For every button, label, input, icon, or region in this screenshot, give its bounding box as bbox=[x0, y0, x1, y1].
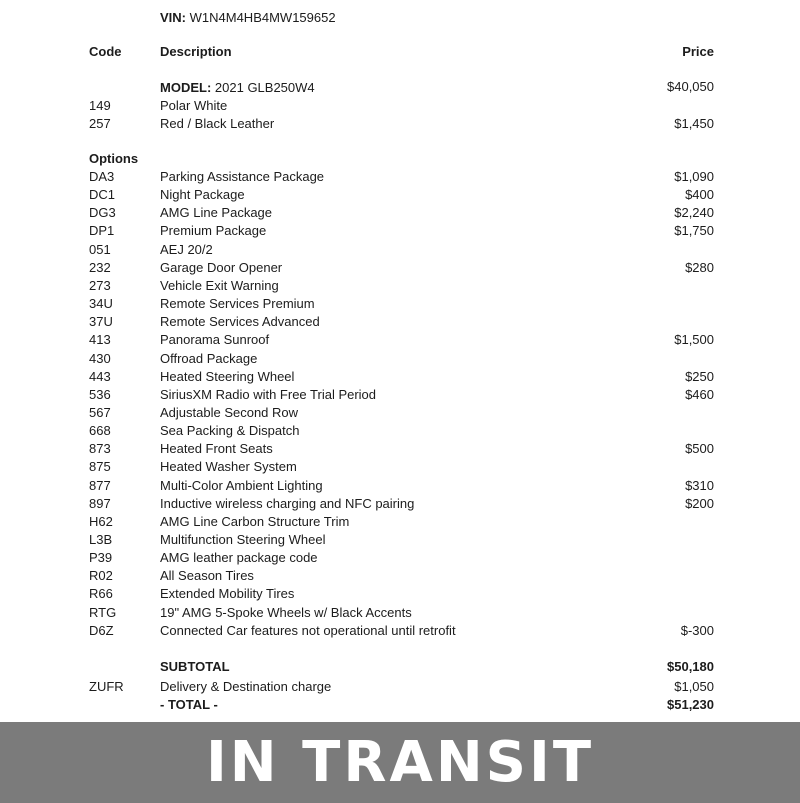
line-item-description: All Season Tires bbox=[160, 568, 254, 584]
line-item-code: 37U bbox=[89, 314, 113, 330]
header-description: Description bbox=[160, 44, 232, 59]
vin-value: W1N4M4HB4MW159652 bbox=[189, 10, 336, 25]
line-item-description: AEJ 20/2 bbox=[160, 241, 213, 257]
line-item-price: $1,450 bbox=[674, 116, 714, 132]
subtotal-label: SUBTOTAL bbox=[160, 659, 230, 674]
line-item-code: DA3 bbox=[89, 169, 115, 184]
line-item-price: $500 bbox=[685, 441, 714, 457]
line-item-code: P39 bbox=[89, 550, 113, 566]
line-item-code: 273 bbox=[89, 277, 111, 293]
line-item-code: DG3 bbox=[89, 205, 116, 221]
subtotal-value: $50,180 bbox=[667, 659, 714, 674]
line-item-description: Night Package bbox=[160, 187, 245, 203]
line-item-code: 051 bbox=[89, 241, 111, 257]
line-item-description: Inductive wireless charging and NFC pairing bbox=[160, 495, 415, 511]
vin-line bbox=[160, 10, 336, 26]
model-line bbox=[160, 80, 315, 96]
line-item-price: $400 bbox=[685, 187, 714, 203]
line-item-price: $1,750 bbox=[674, 223, 714, 239]
line-item-price: $-300 bbox=[680, 622, 714, 638]
line-item-code: 668 bbox=[89, 423, 111, 439]
line-item-price: $310 bbox=[685, 477, 714, 493]
total-label: - TOTAL - bbox=[160, 697, 218, 712]
line-item-code: 897 bbox=[89, 495, 111, 511]
line-item-code: RTG bbox=[89, 604, 117, 620]
line-item-code: 149 bbox=[89, 98, 111, 113]
line-item-code: H62 bbox=[89, 513, 113, 529]
line-item-code: 873 bbox=[89, 441, 111, 457]
delivery-description: Delivery & Destination charge bbox=[160, 679, 332, 694]
line-item-code: 413 bbox=[89, 332, 111, 348]
line-item-description: AMG Line Carbon Structure Trim bbox=[160, 513, 350, 529]
line-item-price: $250 bbox=[685, 368, 714, 384]
line-item-description: Panorama Sunroof bbox=[160, 332, 270, 348]
line-item-price: $280 bbox=[685, 259, 714, 275]
line-item-code: 875 bbox=[89, 459, 111, 475]
model-label: MODEL: bbox=[160, 80, 212, 95]
line-item-description: Remote Services Premium bbox=[160, 296, 315, 312]
line-item-price: $1,090 bbox=[674, 169, 714, 184]
line-item-description: 19" AMG 5-Spoke Wheels w/ Black Accents bbox=[160, 604, 412, 620]
line-item-description: AMG Line Package bbox=[160, 205, 273, 221]
line-item-description: Parking Assistance Package bbox=[160, 169, 325, 184]
line-item-code: 567 bbox=[89, 404, 111, 420]
line-item-code: DP1 bbox=[89, 223, 115, 239]
line-item-description: Connected Car features not operational until retrofit bbox=[160, 622, 456, 638]
line-item-description: Heated Washer System bbox=[160, 459, 297, 475]
line-item-description: Adjustable Second Row bbox=[160, 404, 299, 420]
line-item-description: Heated Front Seats bbox=[160, 441, 273, 457]
line-item-code: D6Z bbox=[89, 622, 114, 638]
line-item-code: 443 bbox=[89, 368, 111, 384]
line-item-code: 536 bbox=[89, 386, 111, 402]
line-item-price: $2,240 bbox=[674, 205, 714, 221]
line-item-code: R66 bbox=[89, 586, 113, 602]
total-value: $51,230 bbox=[667, 697, 714, 712]
status-banner bbox=[0, 722, 800, 803]
header-code: Code bbox=[89, 44, 122, 59]
line-item-description: Multifunction Steering Wheel bbox=[160, 532, 326, 547]
line-item-description: Garage Door Opener bbox=[160, 259, 283, 275]
delivery-code: ZUFR bbox=[89, 679, 124, 694]
line-item-price: $460 bbox=[685, 386, 714, 402]
line-item-code: 232 bbox=[89, 259, 111, 275]
line-item-code: 257 bbox=[89, 116, 111, 132]
header-price: Price bbox=[682, 44, 714, 59]
line-item-description: Premium Package bbox=[160, 223, 267, 239]
line-item-description: Offroad Package bbox=[160, 350, 258, 366]
line-item-description: Remote Services Advanced bbox=[160, 314, 320, 330]
line-item-code: L3B bbox=[89, 532, 113, 547]
line-item-description: Extended Mobility Tires bbox=[160, 586, 295, 602]
model-value: 2021 GLB250W4 bbox=[214, 80, 315, 95]
line-item-code: DC1 bbox=[89, 187, 116, 203]
line-item-code: 34U bbox=[89, 296, 113, 312]
delivery-price: $1,050 bbox=[674, 679, 714, 694]
line-item-code: 877 bbox=[89, 477, 111, 493]
line-item-code: R02 bbox=[89, 568, 113, 584]
line-item-description: Sea Packing & Dispatch bbox=[160, 423, 300, 439]
vin-label: VIN: bbox=[160, 10, 186, 25]
line-item-description: Red / Black Leather bbox=[160, 116, 275, 132]
line-item-description: SiriusXM Radio with Free Trial Period bbox=[160, 386, 377, 402]
line-item-description: Polar White bbox=[160, 98, 228, 113]
line-item-description: AMG leather package code bbox=[160, 550, 318, 566]
line-item-description: Multi-Color Ambient Lighting bbox=[160, 477, 323, 493]
line-item-description: Heated Steering Wheel bbox=[160, 368, 295, 384]
line-item-price: $1,500 bbox=[674, 332, 714, 348]
status-banner-text: IN TRANSIT bbox=[205, 730, 595, 795]
line-item-price: $200 bbox=[685, 495, 714, 511]
line-item-code: 430 bbox=[89, 350, 111, 366]
line-item-description: Vehicle Exit Warning bbox=[160, 277, 279, 293]
options-heading: Options bbox=[89, 151, 139, 166]
model-price: $40,050 bbox=[667, 79, 714, 94]
